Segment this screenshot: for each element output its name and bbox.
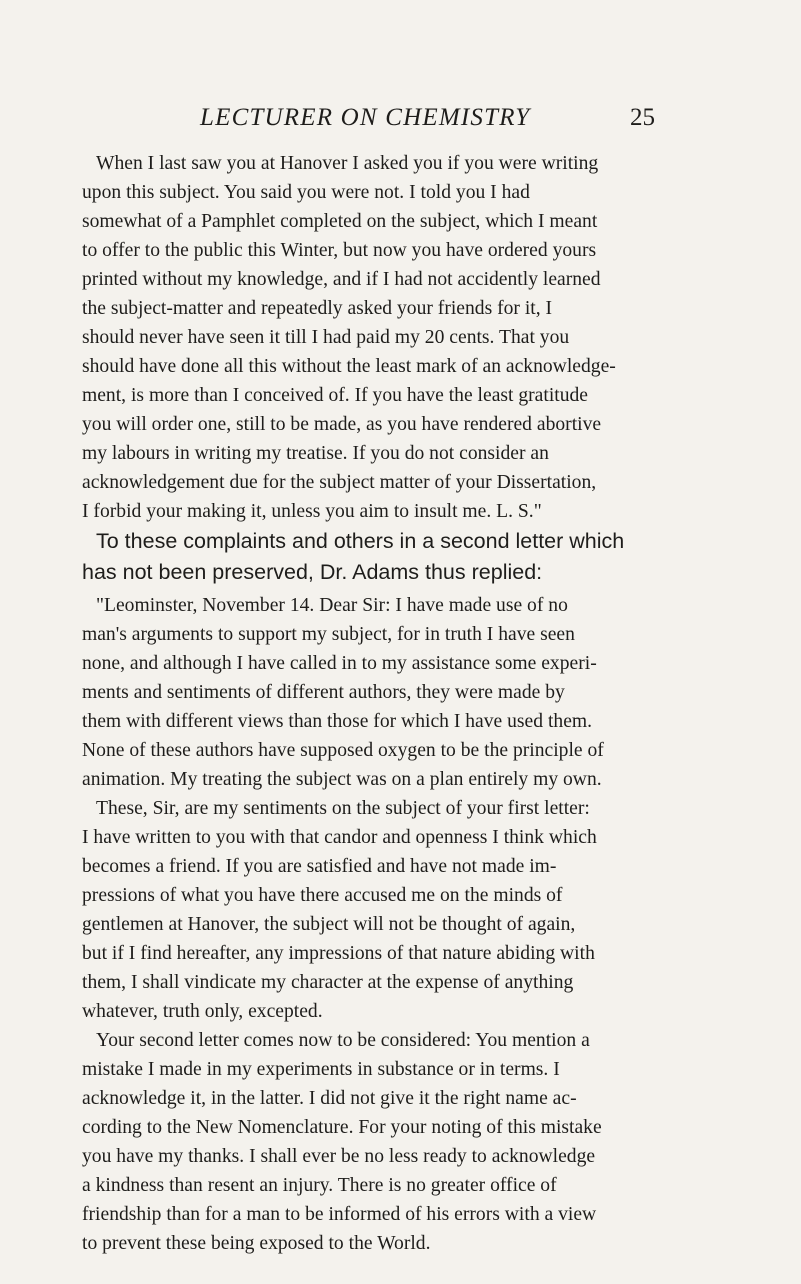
- text-line: ments and sentiments of different authors, they were made by: [82, 682, 565, 703]
- text-line: gentlemen at Hanover, the subject will not be thought of again,: [82, 914, 576, 935]
- running-head: [200, 102, 655, 134]
- text-line: ment, is more than I conceived of. If you have the least gratitude: [82, 385, 588, 406]
- text-line: becomes a friend. If you are satisfied and have not made im-: [82, 856, 557, 877]
- letter-paragraph: [82, 149, 655, 526]
- text-line: Your second letter comes now to be considered: You mention a: [96, 1030, 590, 1051]
- text-line: animation. My treating the subject was on a plan entirely my own.: [82, 769, 602, 790]
- text-line: "Leominster, November 14. Dear Sir: I have made use of no: [96, 595, 568, 616]
- text-line: the subject-matter and repeatedly asked your friends for it, I: [82, 298, 553, 319]
- text-line: them, I shall vindicate my character at the expense of anything: [82, 972, 574, 993]
- reply-paragraph-2: [82, 794, 655, 1026]
- text-line: a kindness than resent an injury. There is no greater office of: [82, 1175, 557, 1196]
- narration-paragraph: [82, 526, 655, 588]
- reply-paragraph-1: [82, 591, 655, 794]
- page-number: 25: [630, 104, 655, 131]
- text-line: cording to the New Nomenclature. For your noting of this mistake: [82, 1117, 602, 1138]
- text-line: to prevent these being exposed to the World.: [82, 1233, 431, 1254]
- text-line: whatever, truth only, excepted.: [82, 1001, 323, 1022]
- text-line: them with different views than those for which I have used them.: [82, 711, 593, 732]
- text-line: upon this subject. You said you were not. I told you I had: [82, 182, 530, 203]
- text-line: friendship than for a man to be informed of his errors with a view: [82, 1204, 597, 1225]
- text-line: should have done all this without the least mark of an acknowledge-: [82, 356, 616, 377]
- text-line: I forbid your making it, unless you aim to insult me. L. S.": [82, 501, 542, 522]
- text-line: to offer to the public this Winter, but now you have ordered yours: [82, 240, 597, 261]
- text-line: should never have seen it till I had paid my 20 cents. That you: [82, 327, 570, 348]
- text-line: None of these authors have supposed oxygen to be the principle of: [82, 740, 604, 761]
- text-line: printed without my knowledge, and if I had not accidently learned: [82, 269, 601, 290]
- text-line: my labours in writing my treatise. If you do not consider an: [82, 443, 549, 464]
- text-line: but if I find hereafter, any impressions of that nature abiding with: [82, 943, 595, 964]
- text-line: I have written to you with that candor and openness I think which: [82, 827, 597, 848]
- text-line: mistake I made in my experiments in substance or in terms. I: [82, 1059, 560, 1080]
- text-line: somewhat of a Pamphlet completed on the subject, which I meant: [82, 211, 598, 232]
- text-line: has not been preserved, Dr. Adams thus replied:: [82, 560, 543, 584]
- text-line: acknowledge it, in the latter. I did not give it the right name ac-: [82, 1088, 577, 1109]
- text-line: none, and although I have called in to my assistance some experi-: [82, 653, 597, 674]
- text-line: These, Sir, are my sentiments on the subject of your first letter:: [96, 798, 590, 819]
- text-line: pressions of what you have there accused me on the minds of: [82, 885, 563, 906]
- reply-paragraph-3: [82, 1026, 655, 1258]
- text-line: To these complaints and others in a second letter which: [96, 529, 625, 553]
- running-title: LECTURER ON CHEMISTRY: [200, 104, 531, 131]
- text-line: you have my thanks. I shall ever be no less ready to acknowledge: [82, 1146, 596, 1167]
- text-line: man's arguments to support my subject, for in truth I have seen: [82, 624, 575, 645]
- text-line: acknowledgement due for the subject matter of your Dissertation,: [82, 472, 597, 493]
- text-line: When I last saw you at Hanover I asked you if you were writing: [96, 153, 599, 174]
- text-line: you will order one, still to be made, as you have rendered abortive: [82, 414, 602, 435]
